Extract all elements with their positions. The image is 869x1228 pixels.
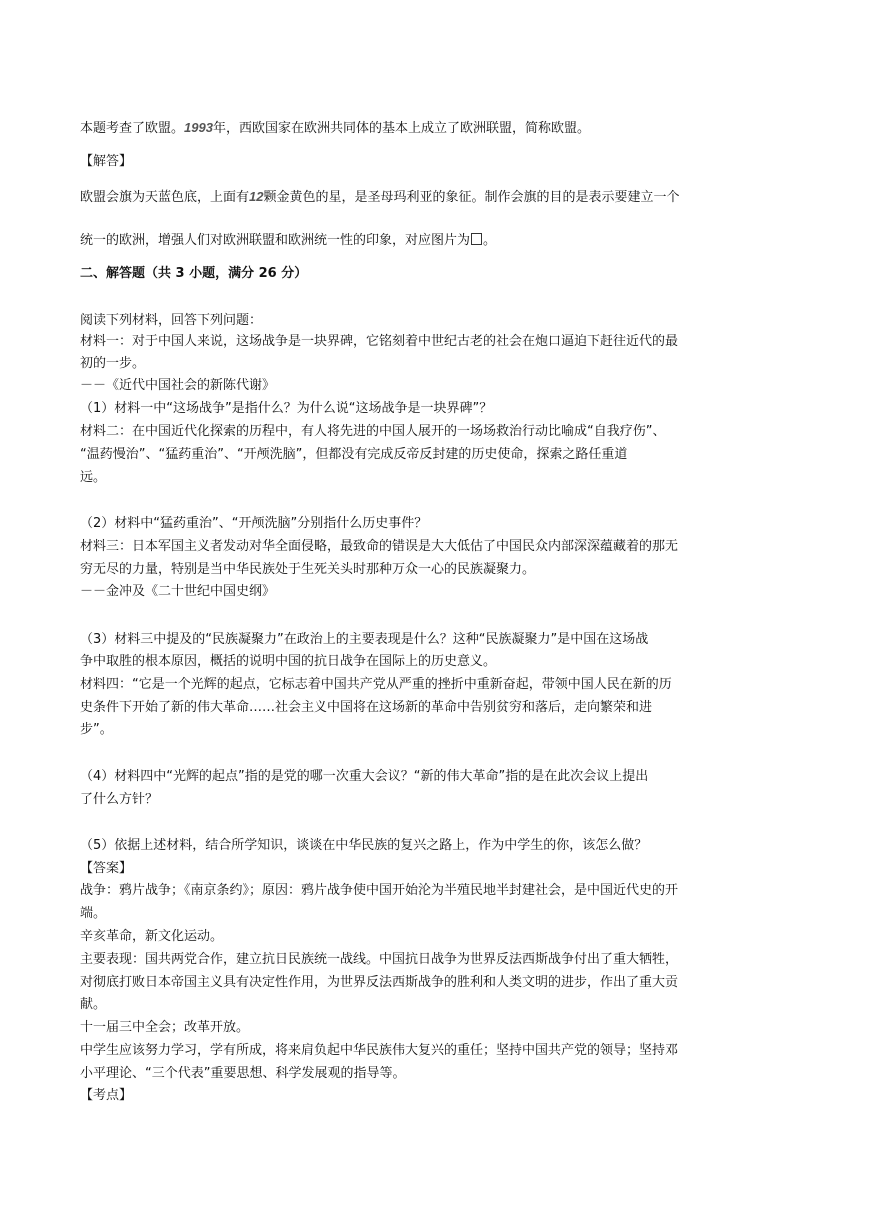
intro-text: 年，西欧国家在欧洲共同体的基本上成立了欧洲联盟，简称欧盟。 [212, 121, 590, 136]
question-line: （5）依据上述材料，结合所学知识，谈谈在中华民族的复兴之路上，作为中学生的你，该怎么做？ [80, 838, 648, 853]
star-count: 12 [249, 189, 264, 204]
question-line: －－金冲及《二十世纪中国史纲》 [80, 584, 276, 599]
answer-line: 献。 [80, 997, 107, 1012]
question-line: 穷无尽的力量，特别是当中华民族处于生死关头时那种万众一心的民族凝聚力。 [80, 562, 536, 577]
intro-text: 。 [483, 233, 497, 248]
answer-heading: 【解答】 [80, 154, 133, 169]
intro-text: 统一的欧洲，增强人们对欧洲联盟和欧洲统一性的印象，对应图片为 [80, 233, 471, 248]
question-line: 远。 [80, 470, 107, 485]
question-line: 了什么方针？ [80, 792, 159, 807]
question-line: －－《近代中国社会的新陈代谢》 [80, 378, 276, 393]
question-line: 材料二：在中国近代化探索的历程中，有人将先进的中国人展开的一场场救治行动比喻成“自我疗伤”、 [80, 424, 666, 439]
answer-line: 战争：鸦片战争；《南京条约》；原因：鸦片战争使中国开始沦为半殖民地半封建社会，是中国近代史的开 [80, 883, 679, 898]
question-line: 阅读下列材料，回答下列问题： [80, 313, 263, 328]
question-line: 材料四：“它是一个光辉的起点，它标志着中国共产党从严重的挫折中重新奋起，带领中国人民在新的历 [80, 677, 672, 692]
intro-line-2 [80, 187, 680, 208]
question-line: 争中取胜的根本原因，概括的说明中国的抗日战争在国际上的历史意义。 [80, 654, 497, 669]
intro-line-1 [80, 118, 590, 139]
question-line: （1）材料一中“这场战争”是指什么？为什么说“这场战争是一块界碑”？ [80, 401, 493, 416]
answer-line: 主要表现：国共两党合作，建立抗日民族统一战线。中国抗日战争为世界反法西斯战争付出了重大牺牲， [80, 952, 679, 967]
question-line: 史条件下开始了新的伟大革命……社会主义中国将在这场新的革命中告别贫穷和落后，走向繁荣和进 [80, 700, 653, 715]
intro-line-3 [80, 231, 496, 251]
question-line: “温药慢治”、“猛药重治”、“开颅洗脑”，但都没有完成反帝反封建的历史使命，探索之路任重道 [80, 447, 628, 462]
answer-line: 辛亥革命，新文化运动。 [80, 929, 224, 944]
question-line: 材料三：日本军国主义者发动对华全面侵略，最致命的错误是大大低估了中国民众内部深深蕴藏着的那无 [80, 539, 679, 554]
kaodian-label: 【考点】 [80, 1088, 133, 1103]
broken-image-icon [471, 233, 482, 245]
year-value: 1993 [184, 120, 213, 135]
question-line: 材料一：对于中国人来说，这场战争是一块界碑，它铭刻着中世纪古老的社会在炮口逼迫下赶往近代的最 [80, 334, 679, 349]
answer-line: 端。 [80, 906, 107, 921]
question-line: 步”。 [80, 722, 113, 737]
answer-line: 对彻底打败日本帝国主义具有决定性作用，为世界反法西斯战争的胜利和人类文明的进步，作出了重大贡 [80, 975, 679, 990]
intro-text: 欧盟会旗为天蓝色底，上面有 [80, 190, 250, 205]
intro-text: 颗金黄色的星，是圣母玛利亚的象征。制作会旗的目的是表示要建立一个 [263, 190, 680, 205]
question-line: （2）材料中“猛药重治”、“开颅洗脑”分别指什么历史事件？ [80, 516, 428, 531]
answer-line: 十一届三中全会；改革开放。 [80, 1020, 250, 1035]
question-line: （4）材料四中“光辉的起点”指的是党的哪一次重大会议？“新的伟大革命”指的是在此次会议上提出 [80, 769, 649, 784]
answer-line: 小平理论、“三个代表”重要思想、科学发展观的指导等。 [80, 1066, 406, 1081]
question-line: 初的一步。 [80, 356, 146, 371]
intro-text: 本题考查了欧盟。 [80, 121, 185, 136]
question-line: （3）材料三中提及的“民族凝聚力”在政治上的主要表现是什么？这种“民族凝聚力”是中国在这场战 [80, 632, 649, 647]
answer-line: 中学生应该努力学习，学有所成，将来肩负起中华民族伟大复兴的重任；坚持中国共产党的领导；坚持邓 [80, 1043, 679, 1058]
section-heading: 二、解答题（共 3 小题，满分 26 分） [80, 266, 308, 281]
answer-label: 【答案】 [80, 861, 133, 876]
